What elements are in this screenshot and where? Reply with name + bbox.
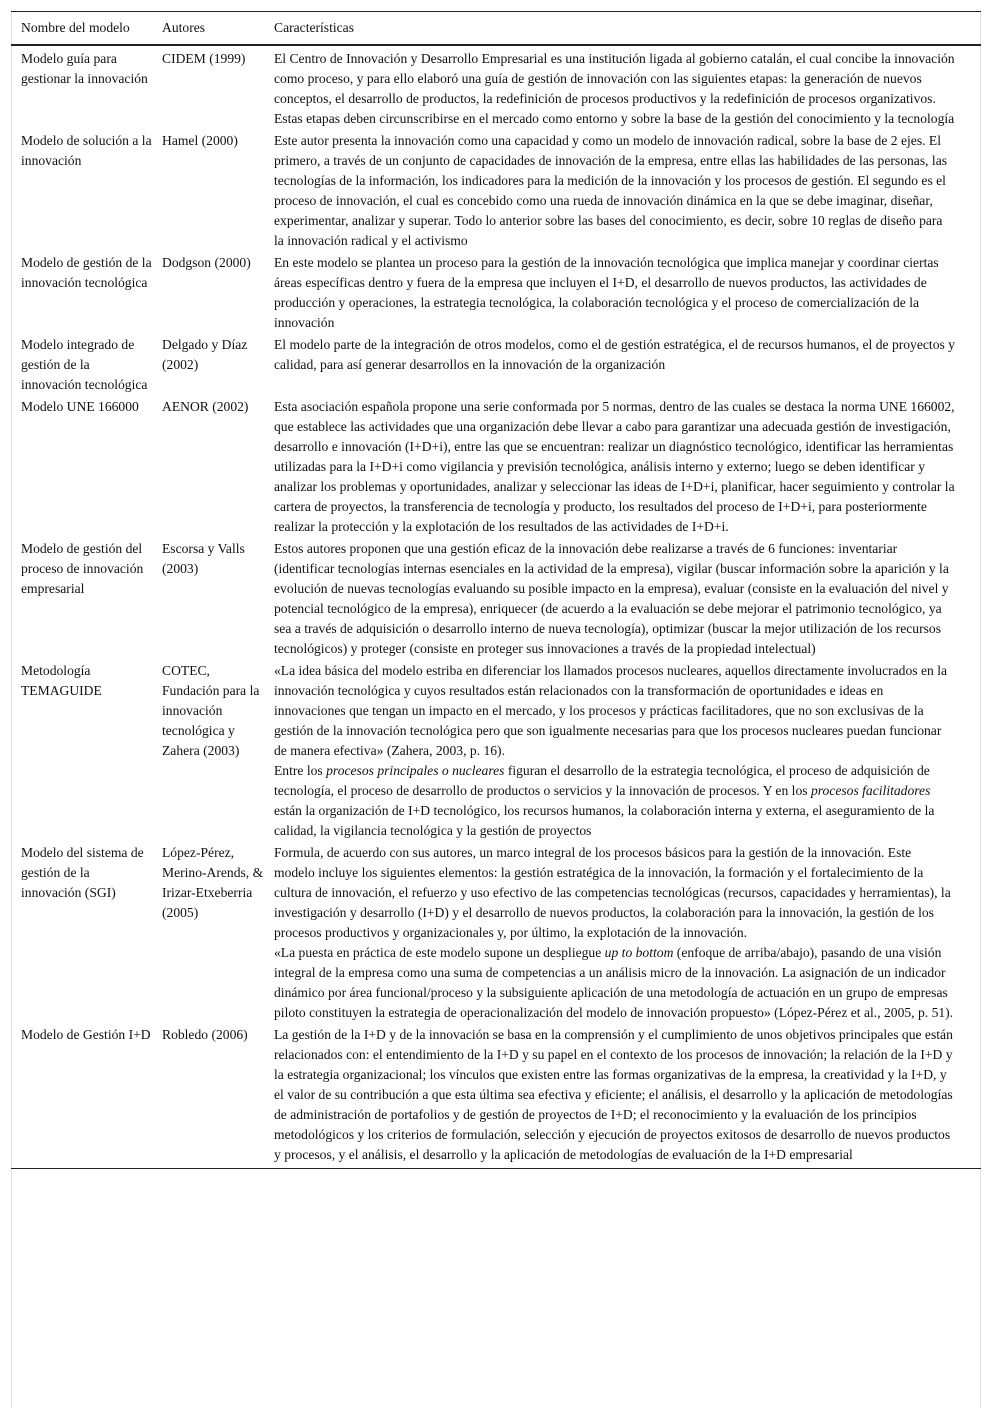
header-model: Nombre del modelo <box>21 20 130 35</box>
cell-authors: Delgado y Díaz (2002) <box>162 337 248 372</box>
features-paragraph: Formula, de acuerdo con sus autores, un marco integral de los procesos básicos para la gestión de la innovación. Este modelo incluye los siguientes elementos: la gestión estratégica de la innovación, la formación y el fortalecimiento de la cultura de innovación, el refuerzo y uso efectivo de las competencias tecnológicas (recursos, capacidades y herramientas), la investigación y desarrollo (I+D) y el desarrollo de nuevos productos, la colaboración para la innovación, la gestión de los procesos productivos y organizacionales y, por último, la explotación de la innovación. <box>274 845 951 940</box>
table-row <box>11 130 981 252</box>
table-row <box>11 538 981 660</box>
features-paragraph <box>274 761 955 841</box>
cell-features: Esta asociación española propone una serie conformada por 5 normas, dentro de las cuales se destaca la norma UNE 166002, que establece las actividades que una organización debe llevar a cabo para garantizar una adecuada gestión de investigación, desarrollo e innovación (I+D+i), entre las que se encuentran: realizar un diagnóstico tecnológico, identificar las herramientas utilizadas para la I+D+i como vigilancia y previsión tecnológica, análisis interno y externo; luego se deben identificar y analizar los problemas y oportunidades, analizar y seleccionar las ideas de I+D+i, planificar, hacer seguimiento y controlar la cartera de proyectos, la transferencia de tecnología y producto, los resultados del proceso de I+D+i, para posteriormente realizar la protección y la explotación de los resultados de las actividades de I+D+i. <box>274 399 955 534</box>
cell-authors: COTEC, Fundación para la innovación tecnológica y Zahera (2003) <box>162 663 260 758</box>
cell-model: Modelo del sistema de gestión de la innovación (SGI) <box>21 845 144 900</box>
table-row <box>11 660 981 842</box>
text-span: «La puesta en práctica de este modelo supone un despliegue <box>274 945 605 960</box>
text-span: figuran el desarrollo de la estrategia tecnológica, el proceso de adquisición de tecnología, el proceso de desarrollo de productos o servicios y la innovación de procesos. Y en los <box>274 763 930 798</box>
table-row <box>11 252 981 334</box>
cell-authors: AENOR (2002) <box>162 399 249 414</box>
text-span: (enfoque de arriba/abajo), pasando de una visión integral de la empresa como una suma de competencias a un análisis micro de la innovación. La asignación de un indicador dinámico por área funcional/proceso y la subsiguiente aplicación de una metodología de actuación en un grupo de empresas piloto constituyen la estrategia de operacionalización del modelo de innovación propuesto» (López-Pérez et al., 2005, p. 51). <box>274 945 954 1020</box>
cell-model: Modelo de Gestión I+D <box>21 1027 151 1042</box>
cell-features: La gestión de la I+D y de la innovación se basa en la comprensión y el cumplimiento de unos objetivos principales que están relacionados con: el entendimiento de la I+D y su papel en el contexto de los procesos de innovación; la relación de la I+D y la estrategia organizacional; los vínculos que existen entre las formas organizativas de la empresa, la creatividad y la I+D, y el valor de su contribución a que esta última sea efectiva y eficiente; el análisis, el desarrollo y la aplicación de metodologías de administración de portafolios y de gestión de proyectos de I+D; el reconocimiento y la evaluación de los principios metodológicos y los criterios de formulación, selección y ejecución de proyectos exitosos de desarrollo de nuevos productos y procesos, y el análisis, el desarrollo y la aplicación de metodologías de evaluación de la I+D empresarial <box>274 1027 953 1162</box>
table-header-row <box>11 12 981 46</box>
cell-model: Modelo guía para gestionar la innovación <box>21 51 148 86</box>
cell-authors: Hamel (2000) <box>162 133 238 148</box>
cell-features: En este modelo se plantea un proceso para la gestión de la innovación tecnológica que implica manejar y coordinar ciertas áreas específicas dentro y fuera de la empresa que incluyen el I+D, el desarrollo de nuevos productos, las actividades de producción y operaciones, la estrategia tecnológica, la colaboración tecnológica y el proceso de comercialización de la innovación <box>274 255 939 330</box>
cell-authors: Escorsa y Valls (2003) <box>162 541 245 576</box>
cell-model: Modelo integrado de gestión de la innovación tecnológica <box>21 337 148 392</box>
features-paragraph: «La idea básica del modelo estriba en diferenciar los llamados procesos nucleares, aquellos directamente involucrados en la innovación tecnológica y cuyos resultados están relacionados con la transformación de oportunidades e ideas en innovaciones que tengan un impacto en el mercado, y los procesos y prácticas facilitadores, que no son exclusivas de la gestión de la innovación tecnológica pero que son igualmente necesarias para que los procesos nucleares puedan funcionar de manera efectiva» (Zahera, 2003, p. 16). <box>274 663 948 758</box>
table-row <box>11 396 981 538</box>
cell-authors: Dodgson (2000) <box>162 255 251 270</box>
cell-model: Modelo de gestión del proceso de innovación empresarial <box>21 541 144 596</box>
emphasis-text: up to bottom <box>604 945 674 960</box>
cell-authors: Robledo (2006) <box>162 1027 248 1042</box>
cell-features: Este autor presenta la innovación como una capacidad y como un modelo de innovación radical, sobre la base de 2 ejes. El primero, a través de un conjunto de capacidades de innovación de la empresa, entre ellas las habilidades de las personas, las tecnologías de la información, los indicadores para la medición de la innovación y los procesos de gestión. El segundo es el proceso de innovación, el cual es concebido como una rueda de innovación dinámica en la que se debe imaginar, diseñar, experimentar, analizar y superar. Todo lo anterior sobre las bases del conocimiento, es decir, sobre 10 reglas de diseño para la innovación radical y el activismo <box>274 133 948 248</box>
text-span: están la organización de I+D tecnológico, los recursos humanos, la colaboración interna y externa, el aseguramiento de la calidad, la vigilancia tecnológica y la gestión de proyectos <box>274 803 935 838</box>
emphasis-text: procesos facilitadores <box>810 783 931 798</box>
cell-features: El modelo parte de la integración de otros modelos, como el de gestión estratégica, el de recursos humanos, el de proyectos y calidad, para así generar desarrollos en la innovación de la organización <box>274 337 955 372</box>
emphasis-text: procesos principales o nucleares <box>326 763 505 778</box>
cell-model: Modelo de gestión de la innovación tecnológica <box>21 255 152 290</box>
table-row <box>11 334 981 396</box>
features-paragraph <box>274 943 955 1023</box>
cell-model: Modelo UNE 166000 <box>21 399 139 414</box>
header-features: Características <box>274 20 355 35</box>
cell-features: El Centro de Innovación y Desarrollo Empresarial es una institución ligada al gobierno catalán, el cual concibe la innovación como proceso, y para ello elaboró una guía de gestión de innovación con las siguientes etapas: la generación de nuevos conceptos, el desarrollo de productos, la redefinición de procesos productivos y la redefinición de procesos organizativos. Estas etapas deben circunscribirse en el mercado como entorno y sobre la base de la gestión del conocimiento y la tecnología <box>274 51 955 126</box>
cell-authors: López-Pérez, Merino-Arends, & Irizar-Etxeberria (2005) <box>162 845 264 920</box>
text-span: Entre los <box>274 763 327 778</box>
cell-features: Estos autores proponen que una gestión eficaz de la innovación debe realizarse a través de 6 funciones: inventariar (identificar tecnologías internas esenciales en la actividad de la empresa), vigilar (buscar información sobre la aparición y la evolución de nuevas tecnologías evaluando su posible impacto en la empresa), evaluar (consiste en la evaluación del nivel y potencial tecnológico de la empresa), enriquecer (de acuerdo a la evaluación se debe mejorar el patrimonio tecnológico, ya sea a través de adquisición o desarrollo interno de nueva tecnología), optimizar (buscar la mejor utilización de los recursos tecnológicos) y proteger (consiste en proteger sus innovaciones a través de la propiedad intelectual) <box>274 541 949 656</box>
table-row <box>11 842 981 1024</box>
table-row <box>11 45 981 130</box>
innovation-models-table <box>11 11 981 1169</box>
cell-features <box>264 660 981 842</box>
cell-features <box>264 842 981 1024</box>
header-authors: Autores <box>162 20 206 35</box>
cell-authors: CIDEM (1999) <box>162 51 246 66</box>
table-row <box>11 1024 981 1169</box>
cell-model: Metodología TEMAGUIDE <box>21 663 102 698</box>
cell-model: Modelo de solución a la innovación <box>21 133 152 168</box>
